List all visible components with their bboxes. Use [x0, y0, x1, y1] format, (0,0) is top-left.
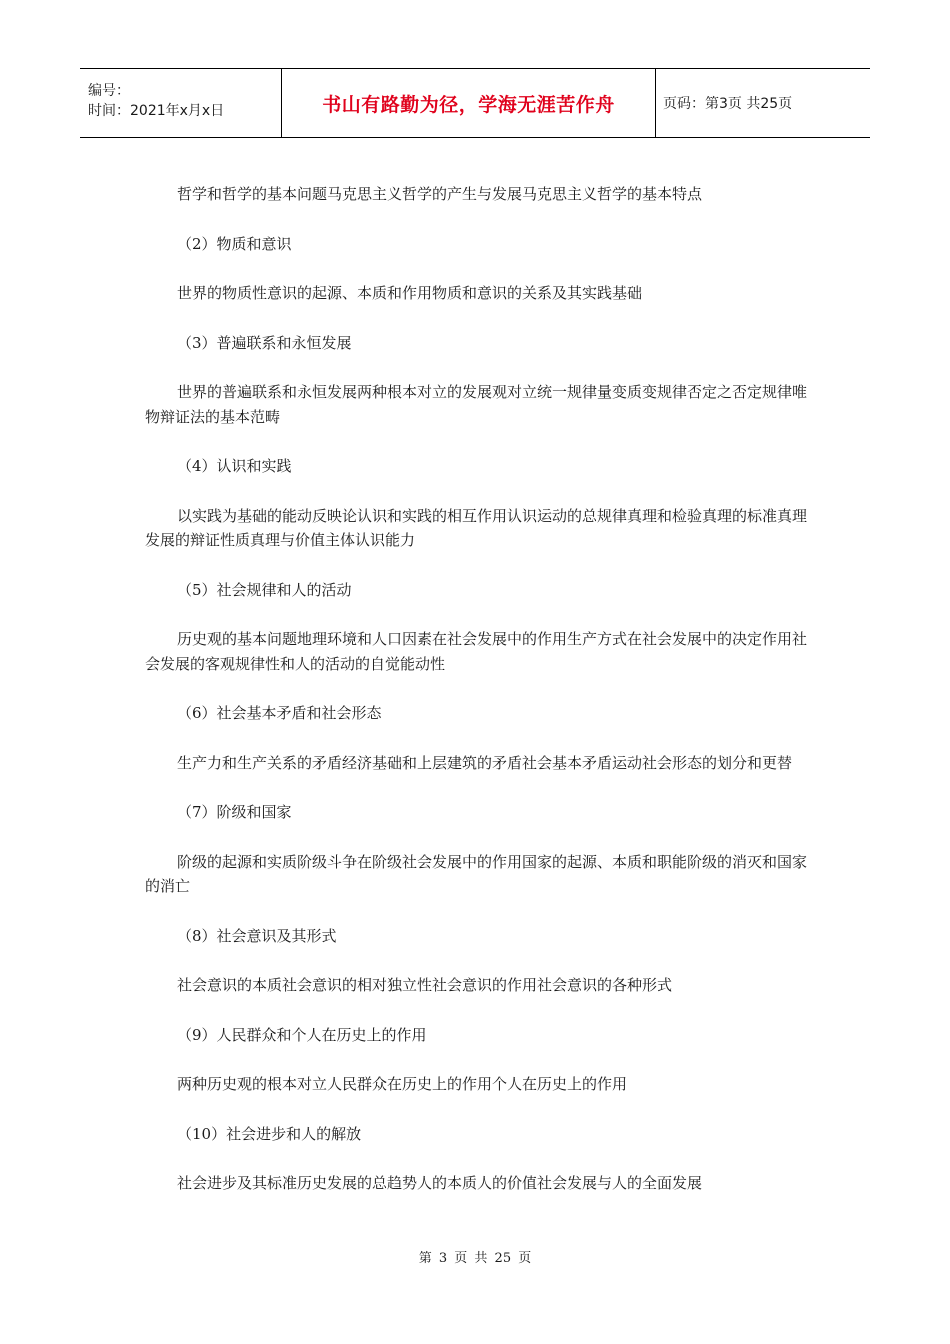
- section-heading: （3）普遍联系和永恒发展: [177, 333, 352, 352]
- section-heading: （4）认识和实践: [177, 457, 292, 475]
- paragraph: 社会意识的本质社会意识的相对独立性社会意识的作用社会意识的各种形式: [177, 976, 673, 994]
- paragraph: 阶级的起源和实质阶级斗争在阶级社会发展中的作用国家的起源、本质和职能阶级的消灭和国家的消亡: [145, 852, 808, 895]
- paragraph: 生产力和生产关系的矛盾经济基础和上层建筑的矛盾社会基本矛盾运动社会形态的划分和更替: [177, 753, 793, 772]
- header-meta: [80, 69, 282, 137]
- section-heading: （2）物质和意识: [177, 234, 292, 253]
- paragraph: 世界的普遍联系和永恒发展两种根本对立的发展观对立统一规律量变质变规律否定之否定规律唯物辩证法的基本范畴: [145, 383, 808, 426]
- paragraph: 两种历史观的根本对立人民群众在历史上的作用个人在历史上的作用: [177, 1075, 628, 1093]
- header-motto: 书山有路勤为径，学海无涯苦作舟: [282, 69, 656, 137]
- section-heading: （8）社会意识及其形式: [177, 926, 337, 945]
- paragraph: 历史观的基本问题地理环境和人口因素在社会发展中的作用生产方式在社会发展中的决定作用社会发展的客观规律性和人的活动的自觉能动性: [145, 630, 808, 673]
- document-number: 编号：: [88, 83, 130, 99]
- paragraph: 社会进步及其标准历史发展的总趋势人的本质人的价值社会发展与人的全面发展: [177, 1174, 703, 1192]
- paragraph: 世界的物质性意识的起源、本质和作用物质和意识的关系及其实践基础: [177, 284, 643, 302]
- header-page-info: 页码：第3页 共25页: [663, 96, 793, 112]
- section-heading: （9）人民群众和个人在历史上的作用: [177, 1025, 427, 1044]
- document-date: 时间：2021年x月x日: [88, 103, 225, 119]
- paragraph: 以实践为基础的能动反映论认识和实践的相互作用认识运动的总规律真理和检验真理的标准真理发展的辩证性质真理与价值主体认识能力: [145, 506, 808, 549]
- section-heading: （5）社会规律和人的活动: [177, 580, 352, 599]
- page-footer: 第 3 页 共 25 页: [418, 1251, 532, 1266]
- section-heading: （7）阶级和国家: [177, 803, 292, 821]
- page-header: [80, 68, 870, 138]
- section-heading: （6）社会基本矛盾和社会形态: [177, 704, 382, 722]
- paragraph: 哲学和哲学的基本问题马克思主义哲学的产生与发展马克思主义哲学的基本特点: [177, 185, 703, 203]
- section-heading: （10）社会进步和人的解放: [177, 1124, 362, 1143]
- document-body: [145, 182, 813, 1221]
